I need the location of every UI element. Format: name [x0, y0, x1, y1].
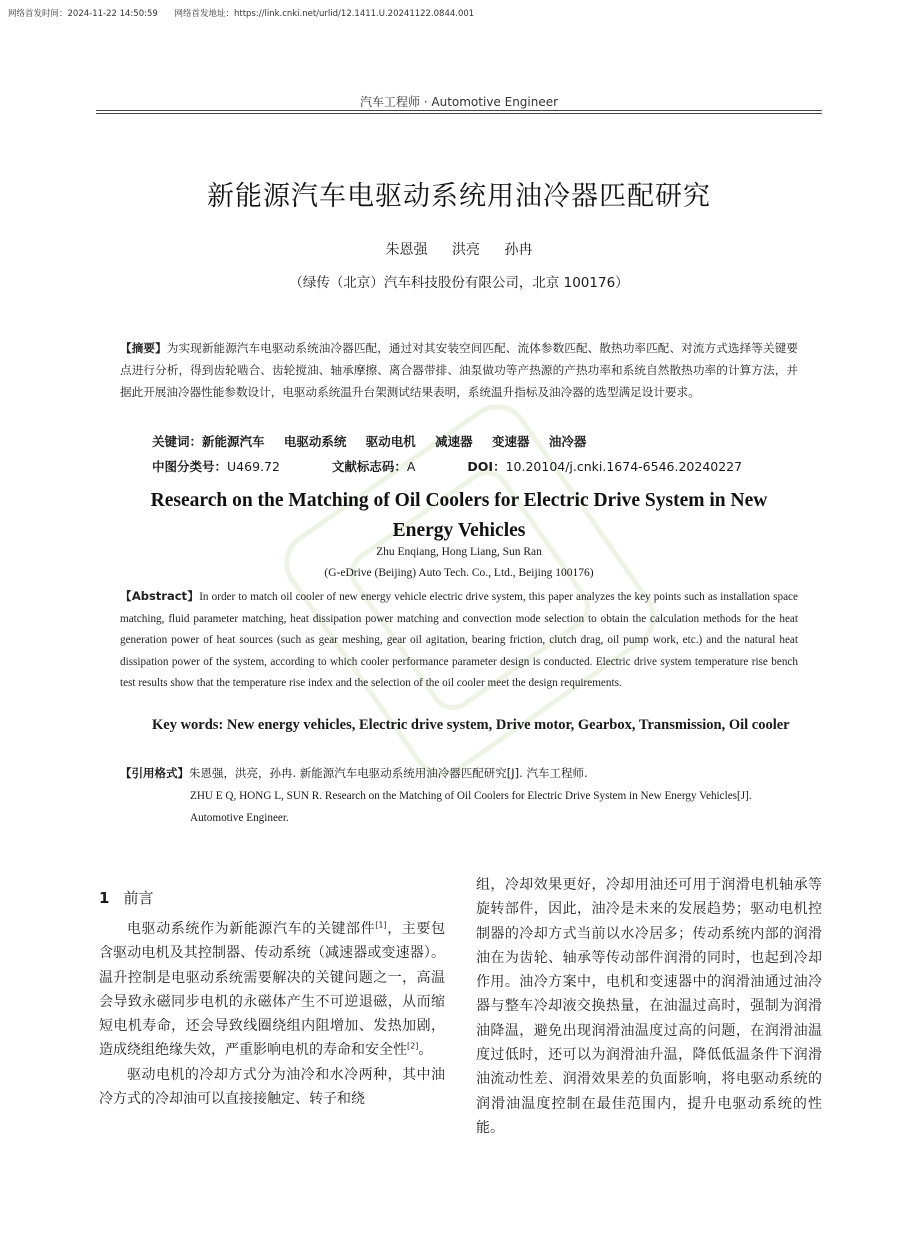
abstract-en-label: 【Abstract】: [120, 589, 200, 603]
classification-row: [152, 457, 742, 475]
keyword-cn: 变速器: [492, 434, 530, 449]
section-heading: [99, 887, 153, 908]
keyword-cn: 新能源汽车: [202, 434, 265, 449]
header-rule-top: [96, 110, 822, 111]
clc-label: 中图分类号：: [152, 459, 228, 474]
citation-label: 【引用格式】: [120, 766, 189, 780]
doc-code-label: 文献标志码：: [331, 459, 407, 474]
paragraph: 驱动电机的冷却方式分为油冷和水冷两种，其中油冷方式的冷却油可以直接接触定、转子和绕: [99, 1066, 445, 1108]
keyword-cn: 减速器: [435, 434, 473, 449]
abstract-cn: [120, 337, 798, 403]
online-time: 网络首发时间：2024-11-22 14:50:59: [8, 9, 158, 19]
keywords-cn-label: 关键词：: [152, 434, 203, 449]
authors-cn: [0, 239, 918, 259]
paper-title-en: Research on the Matching of Oil Coolers for Electric Drive System in New Energy Vehicles: [150, 490, 768, 541]
online-url: 网络首发地址：https://link.cnki.net/urlid/12.1411.U.20241122.0844.001: [174, 9, 475, 19]
body-column-left: [99, 917, 445, 1111]
paper-title-cn: 新能源汽车电驱动系统用油冷器匹配研究: [207, 181, 711, 212]
clc-value: U469.72: [227, 459, 280, 474]
citation-en: ZHU E Q, HONG L, SUN R. Research on the Matching of Oil Coolers for Electric Drive System in New Energy Vehicles[J]. Automotive Engineer.: [190, 790, 752, 824]
running-head: 汽车工程师 · Automotive Engineer: [359, 95, 559, 109]
keywords-cn: [152, 432, 601, 450]
keywords-en: [120, 714, 800, 737]
header-rule-bottom: [96, 113, 822, 114]
body-column-right: [476, 873, 822, 1140]
doi-value: 10.20104/j.cnki.1674-6546.20240227: [505, 459, 743, 474]
author-cn: 洪亮: [452, 242, 480, 258]
paragraph-text: 电驱动系统作为新能源汽车的关键部件: [127, 921, 376, 937]
keyword-cn: 油冷器: [548, 434, 587, 449]
abstract-en-text: In order to match oil cooler of new energy vehicle electric drive system, this paper analyzes the key points such as installation space matching, fluid parameter matching, heat dissipation power matching and convection mode selection to obtain the calculation methods for the heat generation power of heat sources (such as gear meshing, gear oil agitation, bearing friction, clutch drag, oil pump work, etc.) and the natural heat dissipation power of the system, according to which cooler performance parameter design is conducted. Electric drive system temperature rise bench test results show that the temperature rise index and the selection of the oil cooler meet the design requirements.: [120, 591, 798, 689]
abstract-en: [120, 586, 798, 695]
paragraph-text: 。: [418, 1042, 433, 1059]
reference-marker: [1]: [375, 920, 387, 930]
doi-label: DOI：: [467, 459, 506, 474]
keywords-en-text: New energy vehicles, Electric drive system, Drive motor, Gearbox, Transmission, Oil cooler: [226, 717, 790, 733]
citation-format: [120, 762, 800, 784]
reference-marker: [2]: [407, 1041, 419, 1051]
paragraph: [99, 917, 445, 1063]
keyword-cn: 电驱动系统: [283, 434, 347, 449]
keywords-en-label: Key words:: [152, 717, 224, 733]
affiliation-cn: （绿传（北京）汽车科技股份有限公司，北京 100176）: [289, 275, 629, 291]
section-title: 前言: [123, 889, 154, 907]
authors-en: Zhu Enqiang, Hong Liang, Sun Ran: [376, 546, 542, 558]
paragraph: 组，冷却效果更好，冷却用油还可用于润滑电机轴承等旋转部件，因此，油冷是未来的发展趋势；驱动电机控制器的冷却方式当前以水冷居多；传动系统内部的润滑油在为齿轮、轴承等传动部件润滑的同时，也起到冷却作用。油冷方案中，电机和变速器中的润滑油通过油冷器与整车冷却液交换热量，在油温过高时，强制为润滑油降温，避免出现润滑油温度过高的问题，在润滑油温度过低时，还可以为润滑油升温，降低低温条件下润滑油流动性差、润滑效果差的负面影响，将电驱动系统的润滑油温度控制在最佳范围内，提升电驱动系统的性能。: [476, 877, 822, 1136]
online-publish-note: [8, 7, 488, 19]
abstract-cn-label: 【摘要】: [120, 341, 167, 355]
author-cn: 朱恩强: [385, 242, 428, 258]
author-cn: 孙冉: [504, 242, 533, 258]
keyword-cn: 驱动电机: [365, 434, 416, 449]
citation-cn: 朱恩强，洪亮，孙冉. 新能源汽车电驱动系统用油冷器匹配研究[J]. 汽车工程师.: [189, 766, 588, 780]
abstract-cn-text: 为实现新能源汽车电驱动系统油冷器匹配，通过对其安装空间匹配、流体参数匹配、散热功率匹配、对流方式选择等关键要点进行分析，得到齿轮啮合、齿轮搅油、轴承摩擦、离合器带排、油泵做功等产热源的产热功率和系统自然散热功率的计算方法，并据此开展油冷器性能参数设计，电驱动系统温升台架测试结果表明，系统温升指标及油冷器的选型满足设计要求。: [120, 341, 798, 399]
paragraph-text: ，主要包含驱动电机及其控制器、传动系统（减速器或变速器）。温升控制是电驱动系统需要解决的关键问题之一，高温会导致永磁同步电机的永磁体产生不可逆退磁，从而缩短电机寿命，还会导致线圈绕组内阻增加、发热加剧，造成绕组绝缘失效，严重影响电机的寿命和安全性: [99, 921, 446, 1059]
doc-code-value: A: [406, 459, 416, 474]
section-number: 1: [99, 889, 110, 907]
affiliation-en: (G-eDrive (Beijing) Auto Tech. Co., Ltd., Beijing 100176): [324, 567, 594, 579]
